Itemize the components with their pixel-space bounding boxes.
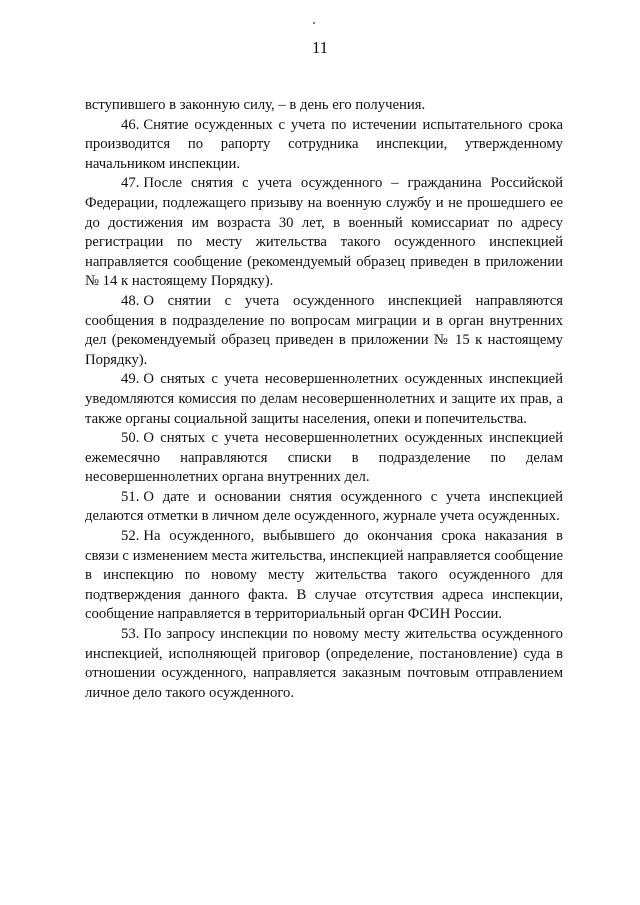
paragraph-number: 49. xyxy=(121,371,140,388)
paragraph-48 xyxy=(85,292,563,370)
paragraph-number: 47. xyxy=(121,175,140,192)
paragraph-47 xyxy=(85,174,563,292)
paragraph-46 xyxy=(85,116,563,175)
document-body xyxy=(85,96,563,703)
paragraph-53 xyxy=(85,625,563,703)
paragraph-text: Снятие осужденных с учета по истечении испытательного срока производится по рапорту сотрудника инспекции, утвержденному начальником инспекции. xyxy=(85,116,563,172)
paragraph-text: После снятия с учета осужденного – гражданина Российской Федерации, подлежащего призыву на военную службу и не прошедшего ее до достижения им возраста 30 лет, в военный комиссариат по адресу регистрации по месту жительства такого осужденного инспекцией направляется сообщение (рекомендуемый образец приведен в приложении № 14 к настоящему Порядку). xyxy=(85,175,563,290)
paragraph-51 xyxy=(85,488,563,527)
paragraph-text: О снятых с учета несовершеннолетних осужденных инспекцией уведомляются комиссия по делам несовершеннолетних и защите их прав, а также органы социальной защиты населения, опеки и попечительства. xyxy=(85,371,563,427)
paragraph-text: вступившего в законную силу, – в день его получения. xyxy=(85,97,426,113)
paragraph-49 xyxy=(85,370,563,429)
paragraph-number: 51. xyxy=(121,488,140,505)
paragraph-continuation xyxy=(85,96,563,116)
paragraph-number: 48. xyxy=(121,292,140,309)
paragraph-text: О дате и основании снятия осужденного с учета инспекцией делаются отметки в личном деле осужденного, журнале учета осужденных. xyxy=(85,488,563,525)
paragraph-number: 46. xyxy=(121,116,140,133)
page-number: 11 xyxy=(311,38,329,57)
paragraph-number: 52. xyxy=(121,528,140,545)
paragraph-52 xyxy=(85,527,563,625)
paragraph-number: 53. xyxy=(121,626,140,643)
paragraph-text: О снятых с учета несовершеннолетних осужденных инспекцией ежемесячно направляются списки в подразделение по делам несовершеннолетних органа внутренних дел. xyxy=(85,430,563,486)
paragraph-text: На осужденного, выбывшего до окончания срока наказания в связи с изменением места жительства, инспекцией направляется сообщение в инспекцию по новому месту жительства такого осужденного для подтверждения данного факта. В случае отсутствия адреса инспекции, сообщение направляется в территориальный орган ФСИН России. xyxy=(85,528,563,623)
paragraph-50 xyxy=(85,429,563,488)
paragraph-text: По запросу инспекции по новому месту жительства осужденного инспекцией, исполняющей приговор (определение, постановление) суда в отношении осужденного, направляется заказным почтовым отправлением личное дело такого осужденного. xyxy=(85,626,563,701)
paragraph-text: О снятии с учета осужденного инспекцией направляются сообщения в подразделение по вопросам миграции и в орган внутренних дел (рекомендуемый образец приведен в приложении № 15 к настоящему Порядку). xyxy=(85,292,563,368)
scan-artifact xyxy=(313,22,315,24)
paragraph-number: 50. xyxy=(121,430,140,447)
